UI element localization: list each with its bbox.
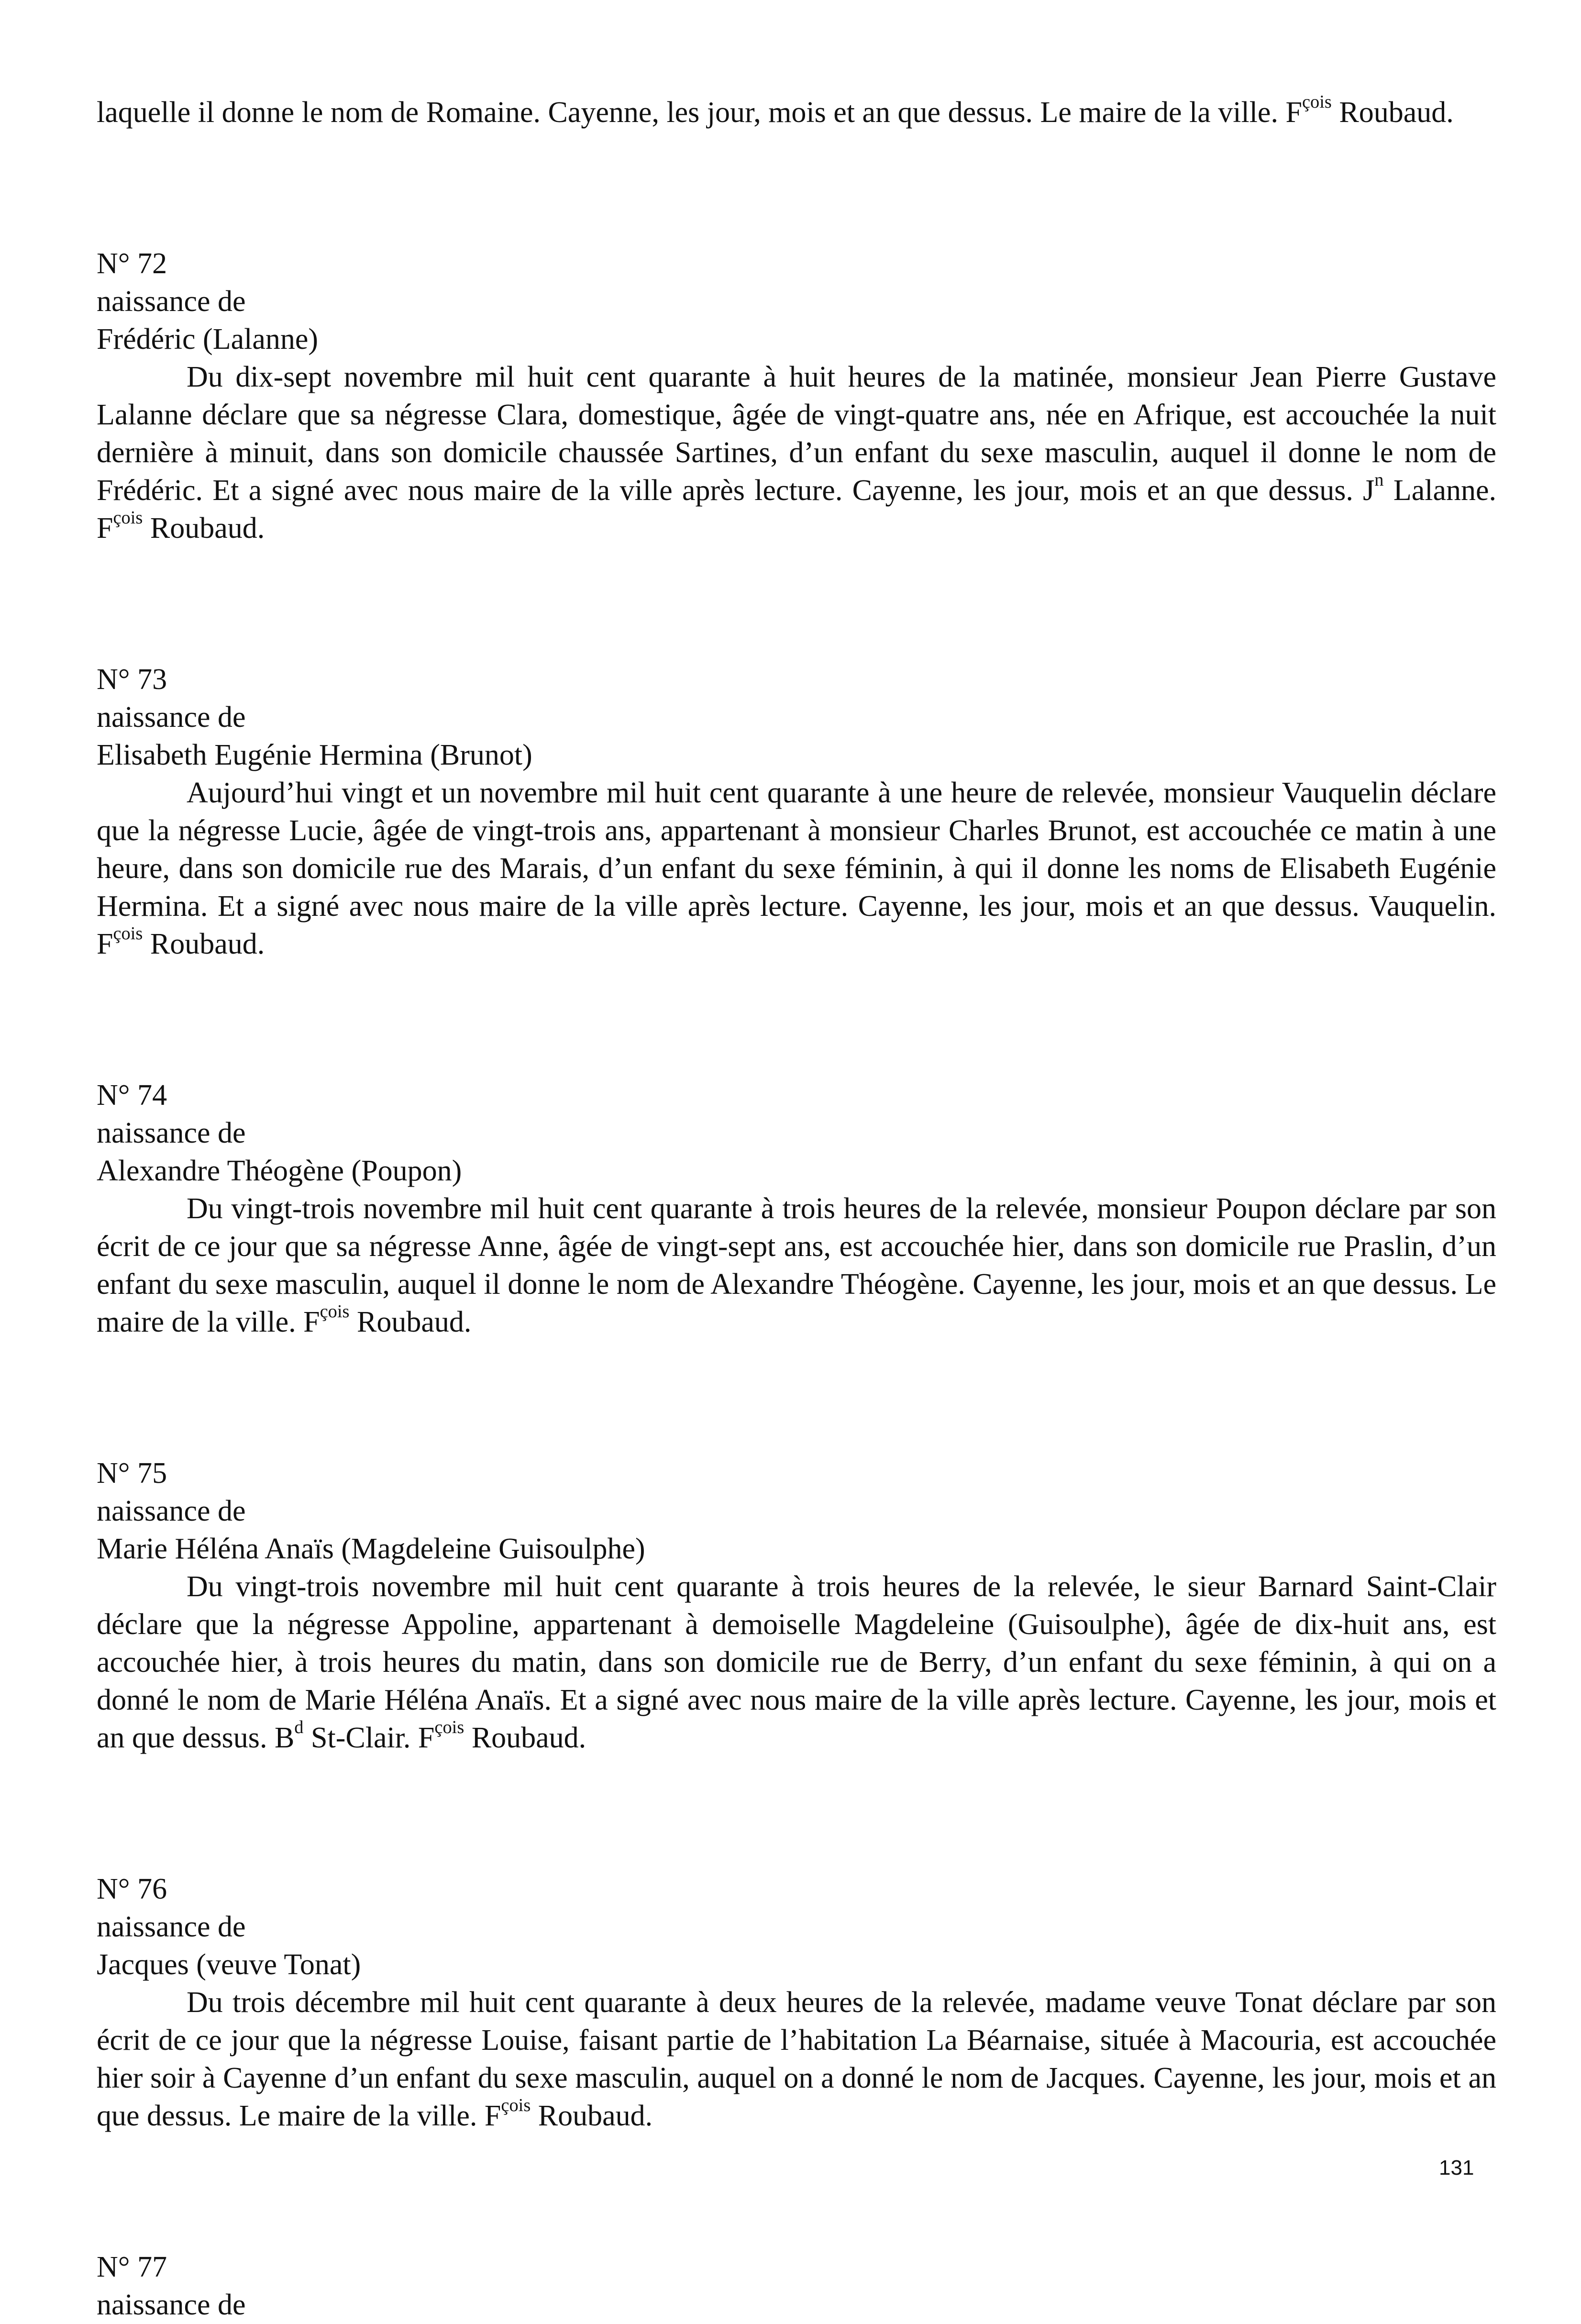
entry-number: N° 75 bbox=[97, 1457, 167, 1490]
entry-kind: naissance de bbox=[97, 701, 246, 734]
entry-76 bbox=[97, 1870, 1496, 2135]
entry-number: N° 74 bbox=[97, 1079, 167, 1112]
entry-73 bbox=[97, 661, 1496, 963]
entry-77 bbox=[97, 2248, 1496, 2324]
entry-kind: naissance de bbox=[97, 285, 246, 318]
entry-heading: Jacques (veuve Tonat) bbox=[97, 1948, 361, 1981]
page-number: 131 bbox=[1439, 2156, 1474, 2179]
entry-number: N° 76 bbox=[97, 1873, 167, 1905]
entry-number: N° 72 bbox=[97, 247, 167, 280]
entry-body: Du vingt-trois novembre mil huit cent quarante à trois heures de la relevée, monsieur Poupon déclare par son écrit de ce jour que sa négresse Anne, âgée de vingt-sept ans, est accouchée hier, dans son domicile rue Praslin, d’un enfant du sexe masculin, auquel il donne le nom de Alexandre Théogène. Cayenne, les jour, mois et an que dessus. Le maire de la ville. $F^{çois}$ Roubaud. bbox=[97, 1192, 1496, 1338]
entry-72 bbox=[97, 245, 1496, 547]
entry-heading: Elisabeth Eugénie Hermina (Brunot) bbox=[97, 739, 532, 771]
entry-number: N° 73 bbox=[97, 663, 167, 696]
entry-body: Du trois décembre mil huit cent quarante à deux heures de la relevée, madame veuve Tonat déclare par son écrit de ce jour que la négresse Louise, faisant partie de l’habitation La Béarnaise, située à Macouria, est accouchée hier soir à Cayenne d’un enfant du sexe masculin, auquel on a donné le nom de Jacques. Cayenne, les jour, mois et an que dessus. Le maire de la ville. $F^{çois}$ Roubaud. bbox=[97, 1986, 1496, 2132]
entry-heading: Frédéric (Lalanne) bbox=[97, 323, 319, 356]
entry-body: Aujourd’hui vingt et un novembre mil huit cent quarante à une heure de relevée, monsieur Vauquelin déclare que la négresse Lucie, âgée de vingt-trois ans, appartenant à monsieur Charles Brunot, est accouchée ce matin à une heure, dans son domicile rue des Marais, d’un enfant du sexe féminin, à qui il donne les noms de Elisabeth Eugénie Hermina. Et a signé avec nous maire de la ville après lecture. Cayenne, les jour, mois et an que dessus. Vauquelin. $F^{çois}$ Roubaud. bbox=[97, 777, 1496, 960]
entry-74 bbox=[97, 1077, 1496, 1341]
entry-kind: naissance de bbox=[97, 1911, 246, 1943]
entry-body: Du vingt-trois novembre mil huit cent quarante à trois heures de la relevée, le sieur Barnard Saint-Clair déclare que la négresse Appoline, appartenant à demoiselle Magdeleine (Guisoulphe), âgée de dix-huit ans, est accouchée hier, à trois heures du matin, dans son domicile rue de Berry, d’un enfant du sexe féminin, à qui on a donné le nom de Marie Héléna Anaïs. Et a signé avec nous maire de la ville après lecture. Cayenne, les jour, mois et an que dessus. $B^d$ St-Clair. $F^{çois}$ Roubaud. bbox=[97, 1570, 1496, 1754]
entry-kind: naissance de bbox=[97, 1495, 246, 1527]
entry-heading: Alexandre Théogène (Poupon) bbox=[97, 1155, 462, 1187]
text-column bbox=[97, 94, 1496, 2324]
entry-kind: naissance de bbox=[97, 2289, 246, 2321]
entry-heading: Marie Héléna Anaïs (Magdeleine Guisoulphe) bbox=[97, 1533, 645, 1565]
intro-paragraph: laquelle il donne le nom de Romaine. Cayenne, les jour, mois et an que dessus. Le maire de la ville. $F^{çois}$ Roubaud. bbox=[97, 92, 1454, 129]
entry-75 bbox=[97, 1455, 1496, 1757]
entry-number: N° 77 bbox=[97, 2251, 167, 2283]
entry-body: Du dix-sept novembre mil huit cent quarante à huit heures de la matinée, monsieur Jean Pierre Gustave Lalanne déclare que sa négresse Clara, domestique, âgée de vingt-quatre ans, née en Afrique, est accouchée la nuit dernière à minuit, dans son domicile chaussée Sartines, d’un enfant du sexe masculin, auquel il donne le nom de Frédéric. Et a signé avec nous maire de la ville après lecture. Cayenne, les jour, mois et an que dessus. $J^n$ Lalanne. $F^{çois}$ Roubaud. bbox=[97, 361, 1496, 545]
entry-kind: naissance de bbox=[97, 1117, 246, 1149]
